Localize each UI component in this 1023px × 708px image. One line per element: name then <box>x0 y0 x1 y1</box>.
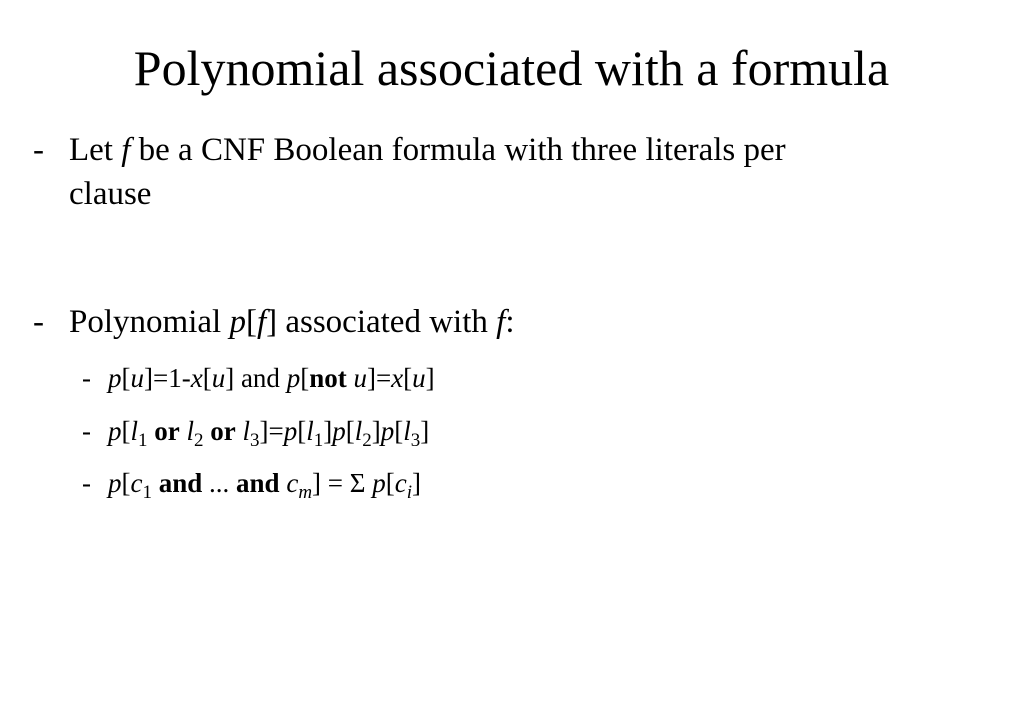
formula-text: $p[l_1$ or $l_2$ or $l_3]=p[l_1]p[l_2]p[l_3]$ <box>108 416 430 451</box>
formula-text: p[u]=1-x[u] and p[not u]=x[u] <box>108 363 435 393</box>
bullet-text: Polynomial p[f] associated with f: <box>69 304 515 340</box>
sub-bullet-dash: - <box>82 363 91 393</box>
bullet-dash: - <box>33 304 44 340</box>
slide-title: Polynomial associated with a formula <box>133 40 890 96</box>
sub-bullet-dash: - <box>82 468 91 498</box>
bullet-text: Let f be a CNF Boolean formula with three literals per clause <box>69 132 786 212</box>
bullet-dash: - <box>33 132 44 168</box>
bullet-cnf-definition <box>33 128 993 220</box>
bullet-polynomial-definition <box>33 300 993 346</box>
sub-bullet-dash: - <box>82 416 91 446</box>
formula-text: $p[c_1$ and ... and $c_m] = \Sigma$ $p[c_i]$ <box>108 468 421 503</box>
